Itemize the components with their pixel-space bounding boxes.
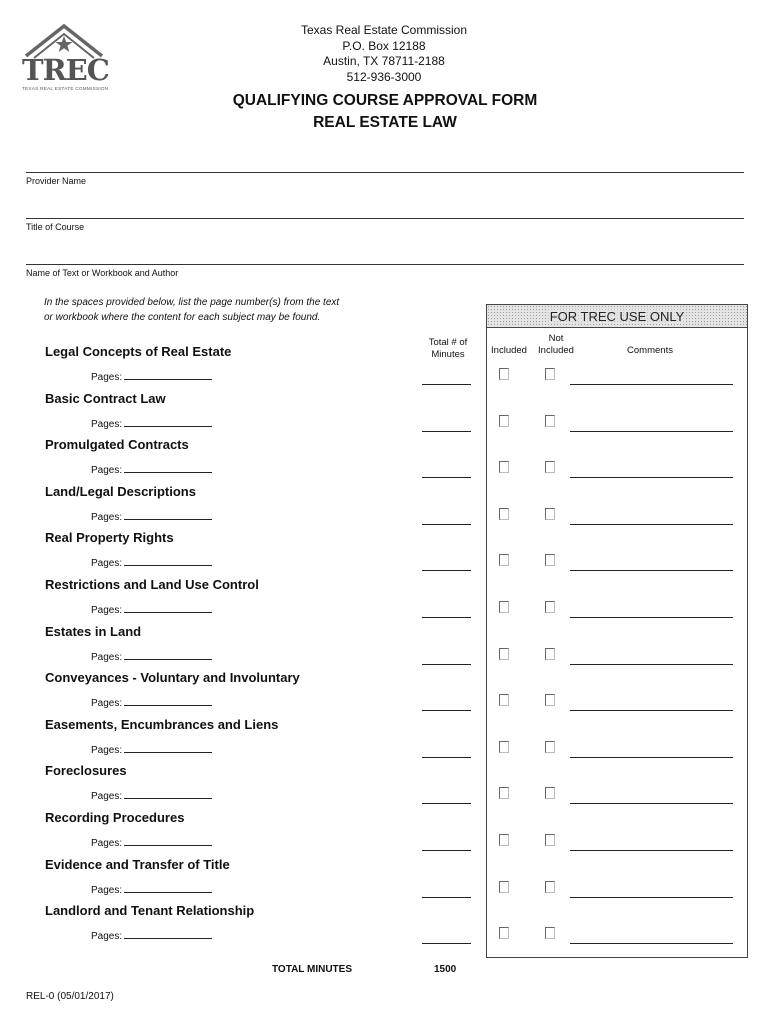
pages-field xyxy=(91,743,212,756)
pages-field xyxy=(91,417,212,430)
subject-name: Basic Contract Law xyxy=(45,390,166,406)
minutes-input[interactable] xyxy=(422,570,471,571)
included-checkbox[interactable] xyxy=(499,461,509,473)
pages-field xyxy=(91,510,212,523)
subject-name: Conveyances - Voluntary and Involuntary xyxy=(45,670,300,686)
included-checkbox[interactable] xyxy=(499,834,509,846)
minutes-input[interactable] xyxy=(422,477,471,478)
pages-label: Pages: xyxy=(91,744,123,756)
course-title-label: Title of Course xyxy=(26,222,85,232)
pages-field xyxy=(91,836,212,849)
included-checkbox[interactable] xyxy=(499,508,509,520)
minutes-input[interactable] xyxy=(422,710,471,711)
minutes-input[interactable] xyxy=(422,524,471,525)
included-checkbox[interactable] xyxy=(499,787,509,799)
comments-column-header: Comments xyxy=(627,345,673,356)
pages-input[interactable] xyxy=(124,556,212,566)
included-checkbox[interactable] xyxy=(499,368,509,380)
not-included-checkbox[interactable] xyxy=(545,601,555,613)
text-author-label: Name of Text or Workbook and Author xyxy=(26,268,179,278)
subject-name: Land/Legal Descriptions xyxy=(45,483,196,499)
total-minutes-label: TOTAL MINUTES xyxy=(272,964,352,975)
pages-input[interactable] xyxy=(124,603,212,613)
comments-input[interactable] xyxy=(570,850,733,851)
subject-name: Foreclosures xyxy=(45,763,127,779)
comments-input[interactable] xyxy=(570,757,733,758)
provider-name-field[interactable] xyxy=(26,172,744,173)
pages-field xyxy=(91,556,212,569)
trec-use-only-box xyxy=(486,304,748,958)
minutes-input[interactable] xyxy=(422,850,471,851)
not-included-checkbox[interactable] xyxy=(545,415,555,427)
subject-name: Estates in Land xyxy=(45,623,142,639)
comments-input[interactable] xyxy=(570,384,733,385)
pages-label: Pages: xyxy=(91,511,123,523)
trec-use-only-header: FOR TREC USE ONLY xyxy=(487,305,747,328)
total-minutes-value: 1500 xyxy=(434,964,457,975)
pages-label: Pages: xyxy=(91,465,123,477)
text-author-field[interactable] xyxy=(26,264,744,265)
not-included-checkbox[interactable] xyxy=(545,694,555,706)
included-checkbox[interactable] xyxy=(499,881,509,893)
comments-input[interactable] xyxy=(570,617,733,618)
pages-input[interactable] xyxy=(124,463,212,473)
form-code: REL-0 (05/01/2017) xyxy=(26,991,114,1002)
minutes-input[interactable] xyxy=(422,617,471,618)
pages-label: Pages: xyxy=(91,605,123,616)
pages-label: Pages: xyxy=(91,838,123,849)
included-checkbox[interactable] xyxy=(499,694,509,706)
not-included-checkbox[interactable] xyxy=(545,787,555,799)
pages-field xyxy=(91,789,212,802)
pages-label: Pages: xyxy=(91,931,123,943)
pages-field xyxy=(91,696,212,709)
comments-input[interactable] xyxy=(570,431,733,432)
not-included-checkbox[interactable] xyxy=(545,461,555,473)
subject-name: Restrictions and Land Use Control xyxy=(45,577,259,592)
course-title-field[interactable] xyxy=(26,218,744,219)
comments-input[interactable] xyxy=(570,710,733,711)
form-title-block xyxy=(185,90,585,134)
not-included-checkbox[interactable] xyxy=(545,368,555,380)
trec-logo xyxy=(22,22,109,94)
minutes-column-header xyxy=(420,337,476,361)
minutes-input[interactable] xyxy=(422,757,471,758)
comments-input[interactable] xyxy=(570,570,733,571)
provider-name-label: Provider Name xyxy=(26,176,87,186)
comments-input[interactable] xyxy=(570,803,733,804)
included-checkbox[interactable] xyxy=(499,415,509,427)
pages-input[interactable] xyxy=(124,883,212,893)
not-included-checkbox[interactable] xyxy=(545,648,555,660)
subject-name: Promulgated Contracts xyxy=(45,437,189,453)
pages-input[interactable] xyxy=(124,836,212,846)
logo-subtitle: TEXAS REAL ESTATE COMMISSION xyxy=(22,86,109,91)
pages-label: Pages: xyxy=(91,884,123,896)
not-included-checkbox[interactable] xyxy=(545,927,555,939)
pages-input[interactable] xyxy=(124,743,212,753)
subject-name: Legal Concepts of Real Estate xyxy=(45,344,232,359)
pages-input[interactable] xyxy=(124,789,212,799)
not-included-header-line: Not xyxy=(548,333,564,344)
not-included-column-header xyxy=(533,333,579,357)
pages-label: Pages: xyxy=(91,791,123,803)
pages-label: Pages: xyxy=(91,651,123,663)
minutes-header-line: Minutes xyxy=(431,349,465,360)
agency-address-block xyxy=(284,23,484,85)
subject-name: Evidence and Transfer of Title xyxy=(45,856,230,872)
form-subtitle: REAL ESTATE LAW xyxy=(313,114,457,131)
included-checkbox[interactable] xyxy=(499,554,509,566)
instructions xyxy=(44,295,404,325)
pages-label: Pages: xyxy=(91,558,123,570)
included-checkbox[interactable] xyxy=(499,927,509,939)
pages-field xyxy=(91,883,212,896)
pages-input[interactable] xyxy=(124,650,212,660)
logo-wordmark: TREC xyxy=(22,53,109,87)
minutes-input[interactable] xyxy=(422,897,471,898)
comments-input[interactable] xyxy=(570,524,733,525)
agency-name: Texas Real Estate Commission xyxy=(300,23,468,37)
comments-input[interactable] xyxy=(570,664,733,665)
minutes-input[interactable] xyxy=(422,664,471,665)
pages-field xyxy=(91,650,212,663)
pages-input[interactable] xyxy=(124,510,212,520)
included-checkbox[interactable] xyxy=(499,601,509,613)
minutes-input[interactable] xyxy=(422,384,471,385)
not-included-checkbox[interactable] xyxy=(545,881,555,893)
included-checkbox[interactable] xyxy=(499,741,509,753)
not-included-header-line: Included xyxy=(538,345,574,356)
pages-field xyxy=(91,463,212,476)
instructions-line: or workbook where the content for each subject may be found. xyxy=(44,312,321,323)
pages-input[interactable] xyxy=(124,929,212,939)
pages-input[interactable] xyxy=(124,696,212,706)
included-checkbox[interactable] xyxy=(499,648,509,660)
pages-input[interactable] xyxy=(124,417,212,427)
not-included-checkbox[interactable] xyxy=(545,554,555,566)
form-title: QUALIFYING COURSE APPROVAL FORM xyxy=(232,92,538,109)
pages-field xyxy=(91,603,212,616)
not-included-checkbox[interactable] xyxy=(545,508,555,520)
agency-city: Austin, TX 78711-2188 xyxy=(323,54,445,68)
subject-name: Landlord and Tenant Relationship xyxy=(45,903,255,919)
minutes-input[interactable] xyxy=(422,943,471,944)
pages-input[interactable] xyxy=(124,370,212,380)
agency-phone: 512-936-3000 xyxy=(346,69,422,84)
not-included-checkbox[interactable] xyxy=(545,834,555,846)
subject-name: Real Property Rights xyxy=(45,530,174,546)
pages-label: Pages: xyxy=(91,698,123,710)
pages-label: Pages: xyxy=(91,418,123,430)
pages-label: Pages: xyxy=(91,372,123,383)
not-included-checkbox[interactable] xyxy=(545,741,555,753)
comments-input[interactable] xyxy=(570,477,733,478)
minutes-header-line: Total # of xyxy=(428,337,468,348)
included-column-header: Included xyxy=(491,345,527,356)
minutes-input[interactable] xyxy=(422,431,471,432)
comments-input[interactable] xyxy=(570,897,733,898)
subject-name: Recording Procedures xyxy=(45,810,185,825)
agency-po-box: P.O. Box 12188 xyxy=(342,38,426,53)
comments-input[interactable] xyxy=(570,943,733,944)
minutes-input[interactable] xyxy=(422,803,471,804)
instructions-line: In the spaces provided below, list the page number(s) from the text xyxy=(44,297,340,308)
pages-field xyxy=(91,370,212,383)
pages-field xyxy=(91,929,212,942)
subject-name: Easements, Encumbrances and Liens xyxy=(45,716,279,732)
